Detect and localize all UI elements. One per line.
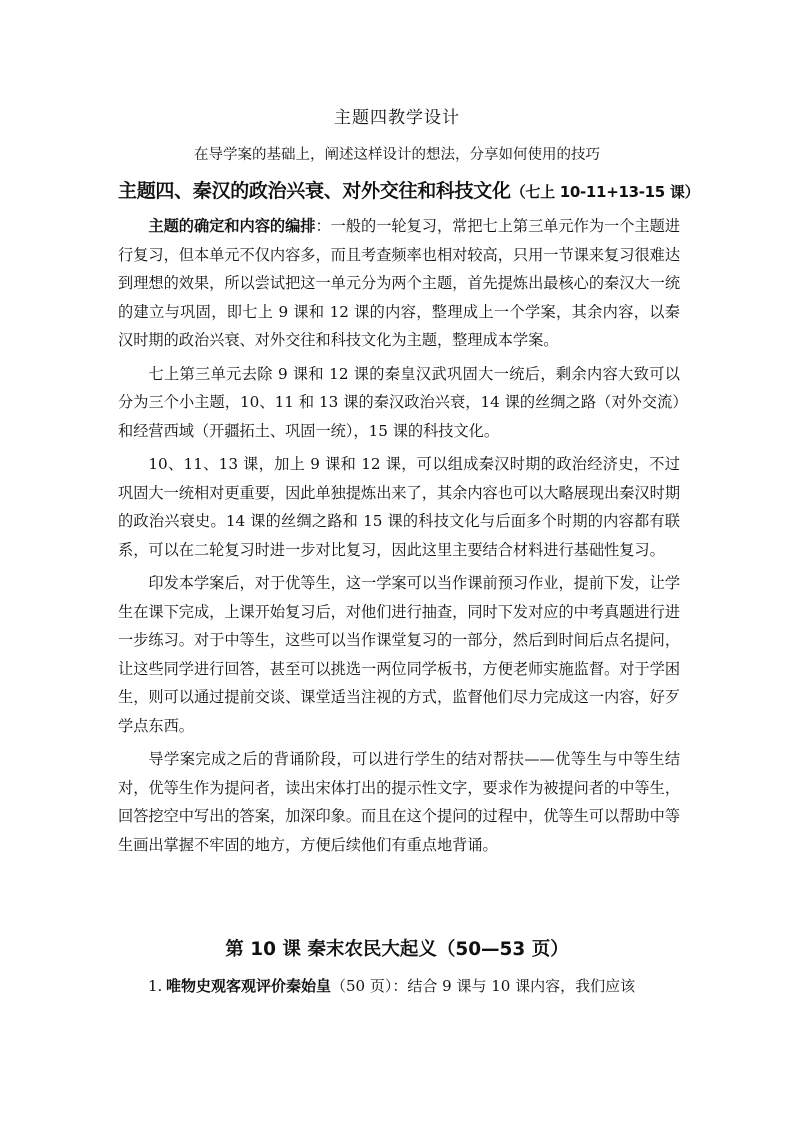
list-item-text: （50 页）：结合 9 课与 10 课内容，我们应该	[331, 977, 636, 995]
list-item-lead: 唯物史观客观评价秦始皇	[166, 977, 332, 995]
theme-heading	[118, 176, 698, 203]
paragraph-lead: 主题的确定和内容的编排	[148, 217, 316, 235]
paragraph-theme-definition	[118, 212, 680, 355]
document-title: 主题四教学设计	[334, 108, 460, 128]
theme-heading-note: （七上 10-11+13-15 课）	[510, 183, 700, 201]
lesson-heading: 第 10 课 秦末农民大起义（50—53 页）	[225, 939, 569, 960]
document-subtitle: 在导学案的基础上，阐述这样设计的想法，分享如何使用的技巧	[194, 147, 600, 163]
paragraph-text: ：一般的一轮复习，常把七上第三单元作为一个主题进行复习，但本单元不仅内容多，而且考查频率也相对较高，只用一节课来复习很难达到理想的效果，所以尝试把这一单元分为两个主题，首先提炼出最核心的秦汉大一统的建立与巩固，即七上 9 课和 12 课的内容，整理成上一个学案，其余内容，以秦汉时期的政治兴衰、对外交往和科技文化为主题，整理成本学案。	[118, 217, 681, 349]
theme-heading-text: 主题四、秦汉的政治兴衰、对外交往和科技文化	[118, 180, 511, 202]
paragraph-unit-division: 七上第三单元去除 9 课和 12 课的秦皇汉武巩固大一统后，剩余内容大致可以分为三个小主题，10、11 和 13 课的秦汉政治兴衰，14 课的丝绸之路（对外交流）和经营西域（开疆拓土、巩固一统），15 课的科技文化。	[118, 364, 680, 440]
body-text	[118, 212, 680, 864]
list-item-number: 1.	[148, 977, 163, 995]
paragraph-recitation: 导学案完成之后的背诵阶段，可以进行学生的结对帮扶——优等生与中等生结对，优等生作为提问者，读出宋体打出的提示性文字，要求作为被提问者的中等生，回答挖空中写出的答案，加深印象。而且在这个提问的过程中，优等生可以帮助中等生画出掌握不牢固的地方，方便后续他们有重点地背诵。	[118, 750, 680, 854]
paragraph-lesson-grouping: 10、11、13 课，加上 9 课和 12 课，可以组成秦汉时期的政治经济史，不过巩固大一统相对更重要，因此单独提炼出来了，其余内容也可以大略展现出秦汉时期的政治兴衰史。14 课的丝绸之路和 15 课的科技文化与后面多个时期的内容都有联系，可以在二轮复习时进一步对比复习，因此这里主要结合材料进行基础性复习。	[118, 455, 680, 559]
list-item	[148, 972, 688, 1000]
paragraph-usage-tips: 印发本学案后，对于优等生，这一学案可以当作课前预习作业，提前下发，让学生在课下完成，上课开始复习后，对他们进行抽查，同时下发对应的中考真题进行进一步练习。对于中等生，这些可以当作课堂复习的一部分，然后到时间后点名提问，让这些同学进行回答，甚至可以挑选一两位同学板书，方便老师实施监督。对于学困生，则可以通过提前交谈、课堂适当注视的方式，监督他们尽力完成这一内容，好歹学点东西。	[118, 574, 680, 735]
